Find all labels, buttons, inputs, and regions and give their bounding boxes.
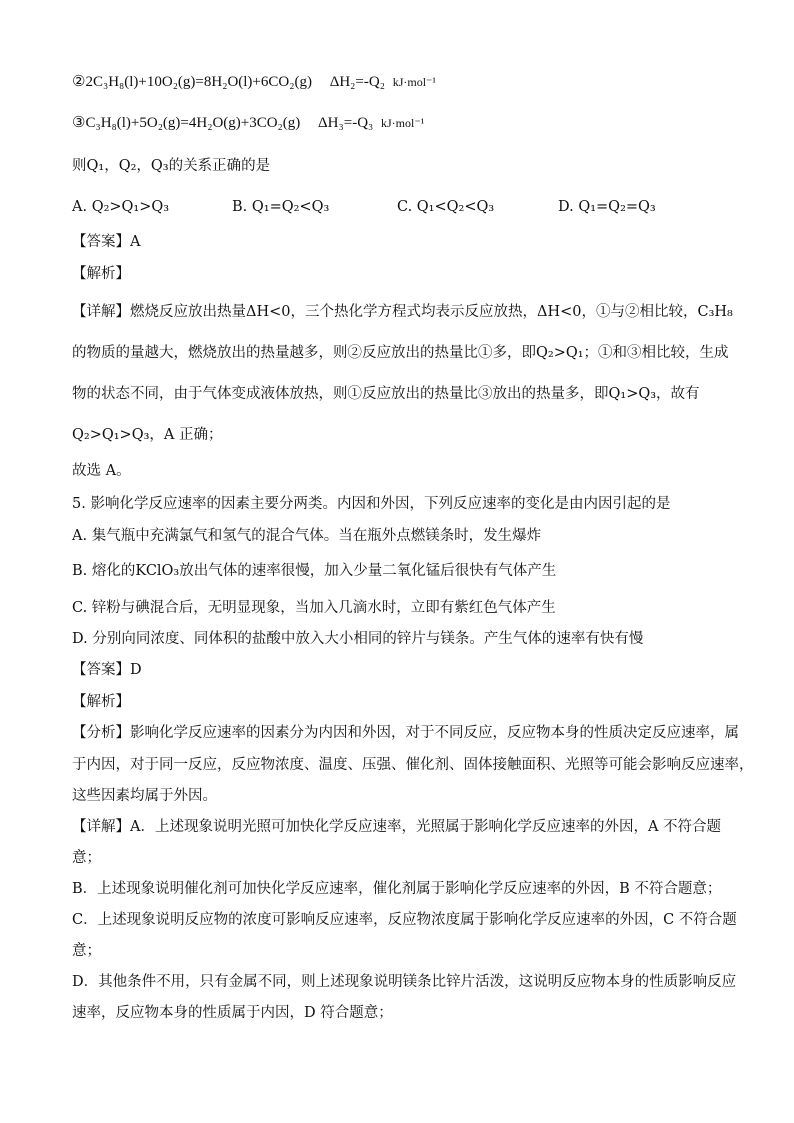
equation-3 — [72, 113, 424, 133]
q5-detail-line-5: 意； — [72, 943, 101, 959]
q5-analysis-line-3: 这些因素均属于外因。 — [72, 788, 217, 804]
q5-option-a: A. 集气瓶中充满氯气和氢气的混合气体。当在瓶外点燃镁条时，发生爆炸 — [72, 528, 542, 544]
q4-option-b: B. Q₁=Q₂<Q₃ — [232, 199, 330, 215]
equation-3-number: ③ — [72, 115, 86, 131]
q5-detail-line-4: C．上述现象说明反应物的浓度可影响反应速率，反应物浓度属于影响化学反应速率的外因，C 不符合题 — [72, 912, 737, 928]
q5-analysis-label: 【解析】 — [72, 694, 130, 710]
q4-detail-line-2: 的物质的量越大，燃烧放出的热量越多，则②反应放出的热量比①多，即Q₂>Q₁；①和③相比较，生成 — [72, 345, 729, 361]
q5-detail-line-7: 速率，反应物本身的性质属于内因，D 符合题意； — [72, 1005, 393, 1021]
q4-detail-line-1: 【详解】燃烧反应放出热量ΔH<0，三个热化学方程式均表示反应放热，ΔH<0，①与②相比较，C₃H₈ — [72, 304, 733, 320]
q4-analysis-label: 【解析】 — [72, 266, 130, 282]
q5-detail-line-3: B．上述现象说明催化剂可加快化学反应速率，催化剂属于影响化学反应速率的外因，B 不符合题意； — [72, 881, 722, 897]
equation-2-number: ② — [72, 74, 86, 90]
q5-detail-line-2: 意； — [72, 850, 101, 866]
equation-2 — [72, 72, 436, 92]
q4-detail-line-3: 物的状态不同，由于气体变成液体放热，则①反应放出的热量比③放出的热量多，即Q₁>Q₃，故有 — [72, 386, 700, 402]
equation-3-enthalpy: ΔH₃=-Q₃ — [318, 115, 374, 131]
q5-option-d: D. 分别向同浓度、同体积的盐酸中放入大小相同的锌片与镁条。产生气体的速率有快有慢 — [72, 631, 644, 647]
q4-option-a: A. Q₂>Q₁>Q₃ — [72, 199, 170, 215]
q5-option-b: B. 熔化的KClO₃放出气体的速率很慢，加入少量二氧化锰后很快有气体产生 — [72, 563, 557, 579]
q4-conclusion: 故选 A。 — [72, 463, 131, 479]
equation-3-unit: kJ·mol⁻¹ — [381, 116, 425, 130]
q4-question: 则Q₁，Q₂，Q₃的关系正确的是 — [72, 158, 271, 174]
q5-option-c: C. 锌粉与碘混合后，无明显现象，当加入几滴水时，立即有紫红色气体产生 — [72, 600, 556, 616]
q5-detail-line-6: D．其他条件不用，只有金属不同，则上述现象说明镁条比锌片活泼，这说明反应物本身的性质影响反应 — [72, 974, 737, 990]
q5-detail-line-1: 【详解】A．上述现象说明光照可加快化学反应速率，光照属于影响化学反应速率的外因，A 不符合题 — [72, 819, 722, 835]
equation-2-formula: 2C₃H₈(l)+10O₂(g)=8H₂O(l)+6CO₂(g) — [85, 74, 312, 90]
q4-option-c: C. Q₁<Q₂<Q₃ — [397, 199, 495, 215]
q5-analysis-line-1: 【分析】影响化学反应速率的因素分为内因和外因，对于不同反应，反应物本身的性质决定反应速率，属 — [72, 725, 739, 741]
q5-analysis-line-2: 于内因，对于同一反应，反应物浓度、温度、压强、催化剂、固体接触面积、光照等可能会影响反应速率， — [72, 757, 754, 773]
q4-answer: 【答案】A — [72, 234, 141, 250]
q4-option-d: D. Q₁=Q₂=Q₃ — [558, 199, 656, 215]
equation-2-enthalpy: ΔH₂=-Q₂ — [329, 74, 385, 90]
q5-question: 5. 影响化学反应速率的因素主要分两类。内因和外因，下列反应速率的变化是由内因引起的是 — [72, 496, 671, 512]
equation-3-formula: C₃H₈(l)+5O₂(g)=4H₂O(g)+3CO₂(g) — [85, 115, 301, 131]
q4-detail-line-4: Q₂>Q₁>Q₃，A 正确； — [72, 427, 223, 443]
q5-answer: 【答案】D — [72, 662, 142, 678]
equation-2-unit: kJ·mol⁻¹ — [392, 75, 436, 89]
